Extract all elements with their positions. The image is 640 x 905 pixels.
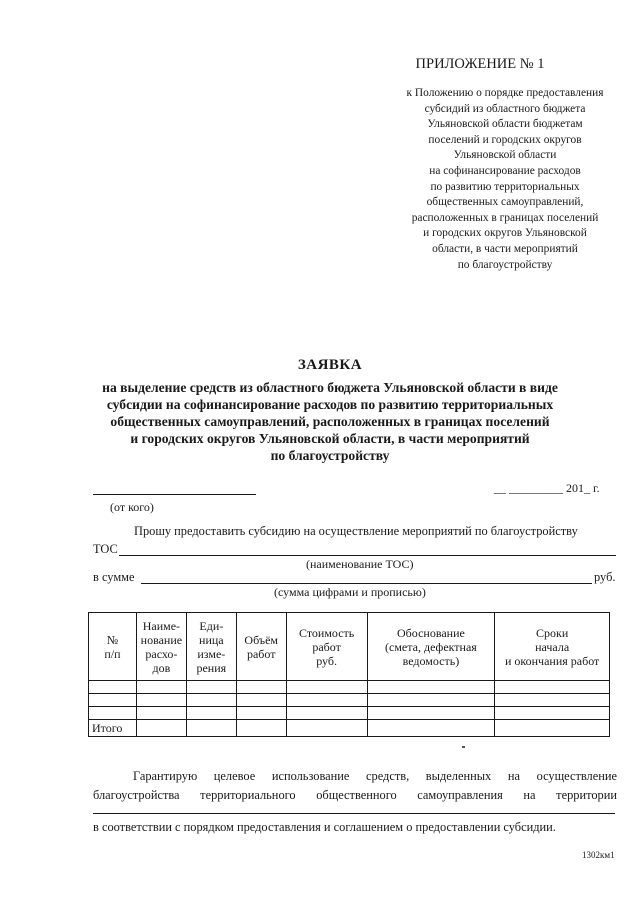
appendix-reference-line: и городских округов Ульяновской <box>423 227 587 240</box>
table-header-text: и окончания работ <box>504 653 600 668</box>
table-header-text: руб. <box>316 653 338 668</box>
table-header-text: нование <box>140 632 183 647</box>
document-subtitle <box>78 379 582 464</box>
table-header-text: Объём <box>244 632 279 647</box>
appendix-reference-line: общественных самоуправлений, <box>426 196 584 209</box>
sum-unit: руб. <box>594 570 616 584</box>
table-header-text: Сроки <box>536 625 569 640</box>
table-header-text: Стоимость <box>298 625 355 640</box>
table-header-text: дов <box>152 660 171 675</box>
table-header-text: п/п <box>104 646 121 661</box>
subtitle-line: на выделение средств из областного бюджета Ульяновской области в виде <box>102 380 558 395</box>
table-total-row <box>89 720 610 737</box>
appendix-reference-line: на софинансирование расходов <box>429 164 581 177</box>
table-header-cell <box>367 613 495 681</box>
subtitle-line: и городских округов Ульяновской области, в части мероприятий <box>130 431 530 446</box>
table-header-text: (смета, дефектная <box>385 639 477 654</box>
sum-field[interactable] <box>141 583 592 584</box>
appendix-reference-line: по развитию территориальных <box>430 180 580 193</box>
appendix-reference-line: Ульяновской области бюджетам <box>427 118 583 131</box>
appendix-reference-line: субсидий из областного бюджета <box>424 102 586 115</box>
table-header-cell <box>136 613 186 681</box>
table-row[interactable] <box>89 694 610 707</box>
total-label: Итого <box>89 720 137 737</box>
table-header-text: ведомость) <box>402 653 460 668</box>
expense-table <box>88 612 610 737</box>
table-header-text: Наиме- <box>142 618 181 633</box>
table-header-cell <box>89 613 137 681</box>
guarantee-line-2: благоустройства территориального общественного самоуправления на территории <box>93 788 617 802</box>
table-header-row <box>89 613 610 681</box>
sum-caption: (сумма цифрами и прописью) <box>274 585 426 599</box>
date-year: 201_ г. <box>566 481 600 495</box>
appendix-reference-line: области, в части мероприятий <box>432 242 578 255</box>
table-header-text: работ <box>312 639 341 654</box>
table-header-text: изме- <box>197 646 226 661</box>
table-header-text: начала <box>535 639 570 654</box>
table-header-cell <box>186 613 236 681</box>
request-text: Прошу предоставить субсидию на осуществление мероприятий по благоустройству <box>134 524 578 538</box>
document-title: ЗАЯВКА <box>297 357 363 373</box>
table-header-cell <box>236 613 286 681</box>
appendix-reference-line: по благоустройству <box>457 258 553 271</box>
appendix-reference <box>370 86 640 273</box>
from-line[interactable] <box>93 494 256 495</box>
territory-field[interactable] <box>93 813 615 814</box>
appendix-reference-line: к Положению о порядке предоставления <box>406 87 604 99</box>
document-code: 1302км1 <box>582 850 615 860</box>
table-header-text: ница <box>199 632 224 647</box>
table-header-cell <box>495 613 610 681</box>
appendix-title: ПРИЛОЖЕНИЕ № 1 <box>415 56 545 72</box>
appendix-reference-line: расположенных в границах поселений <box>411 211 599 224</box>
guarantee-line-1: Гарантирую целевое использование средств, выделенных на осуществление <box>133 769 617 783</box>
table-row[interactable] <box>89 681 610 694</box>
tos-name-field[interactable] <box>119 555 616 556</box>
appendix-reference-line: Ульяновской области <box>453 149 557 162</box>
from-caption: (от кого) <box>110 500 154 514</box>
guarantee-line-3: в соответствии с порядком предоставления и соглашением о предоставлении субсидии. <box>93 820 556 834</box>
appendix-reference-line: поселений и городских округов <box>428 133 582 146</box>
table-header-cell <box>286 613 367 681</box>
table-header-text: Еди- <box>199 618 224 633</box>
table-header-text: работ <box>246 646 276 661</box>
scan-mark <box>462 746 465 748</box>
subtitle-line: субсидии на софинансирование расходов по развитию территориальных <box>106 397 554 412</box>
table-row[interactable] <box>89 707 610 720</box>
table-header-text: рения <box>196 660 227 675</box>
subtitle-line: общественных самоуправлений, расположенных в границах поселений <box>110 414 550 429</box>
sum-label: в сумме <box>93 570 135 584</box>
subtitle-line: по благоустройству <box>270 448 390 463</box>
date-field[interactable] <box>494 481 600 496</box>
tos-label: ТОС <box>93 542 118 556</box>
table-header-text: № <box>106 632 119 647</box>
date-blank: __ _________ <box>494 481 563 495</box>
tos-caption: (наименование ТОС) <box>306 557 414 571</box>
application-heading <box>78 357 582 464</box>
table-header-text: Обоснование <box>397 625 465 640</box>
table-header-text: расхо- <box>145 646 178 661</box>
